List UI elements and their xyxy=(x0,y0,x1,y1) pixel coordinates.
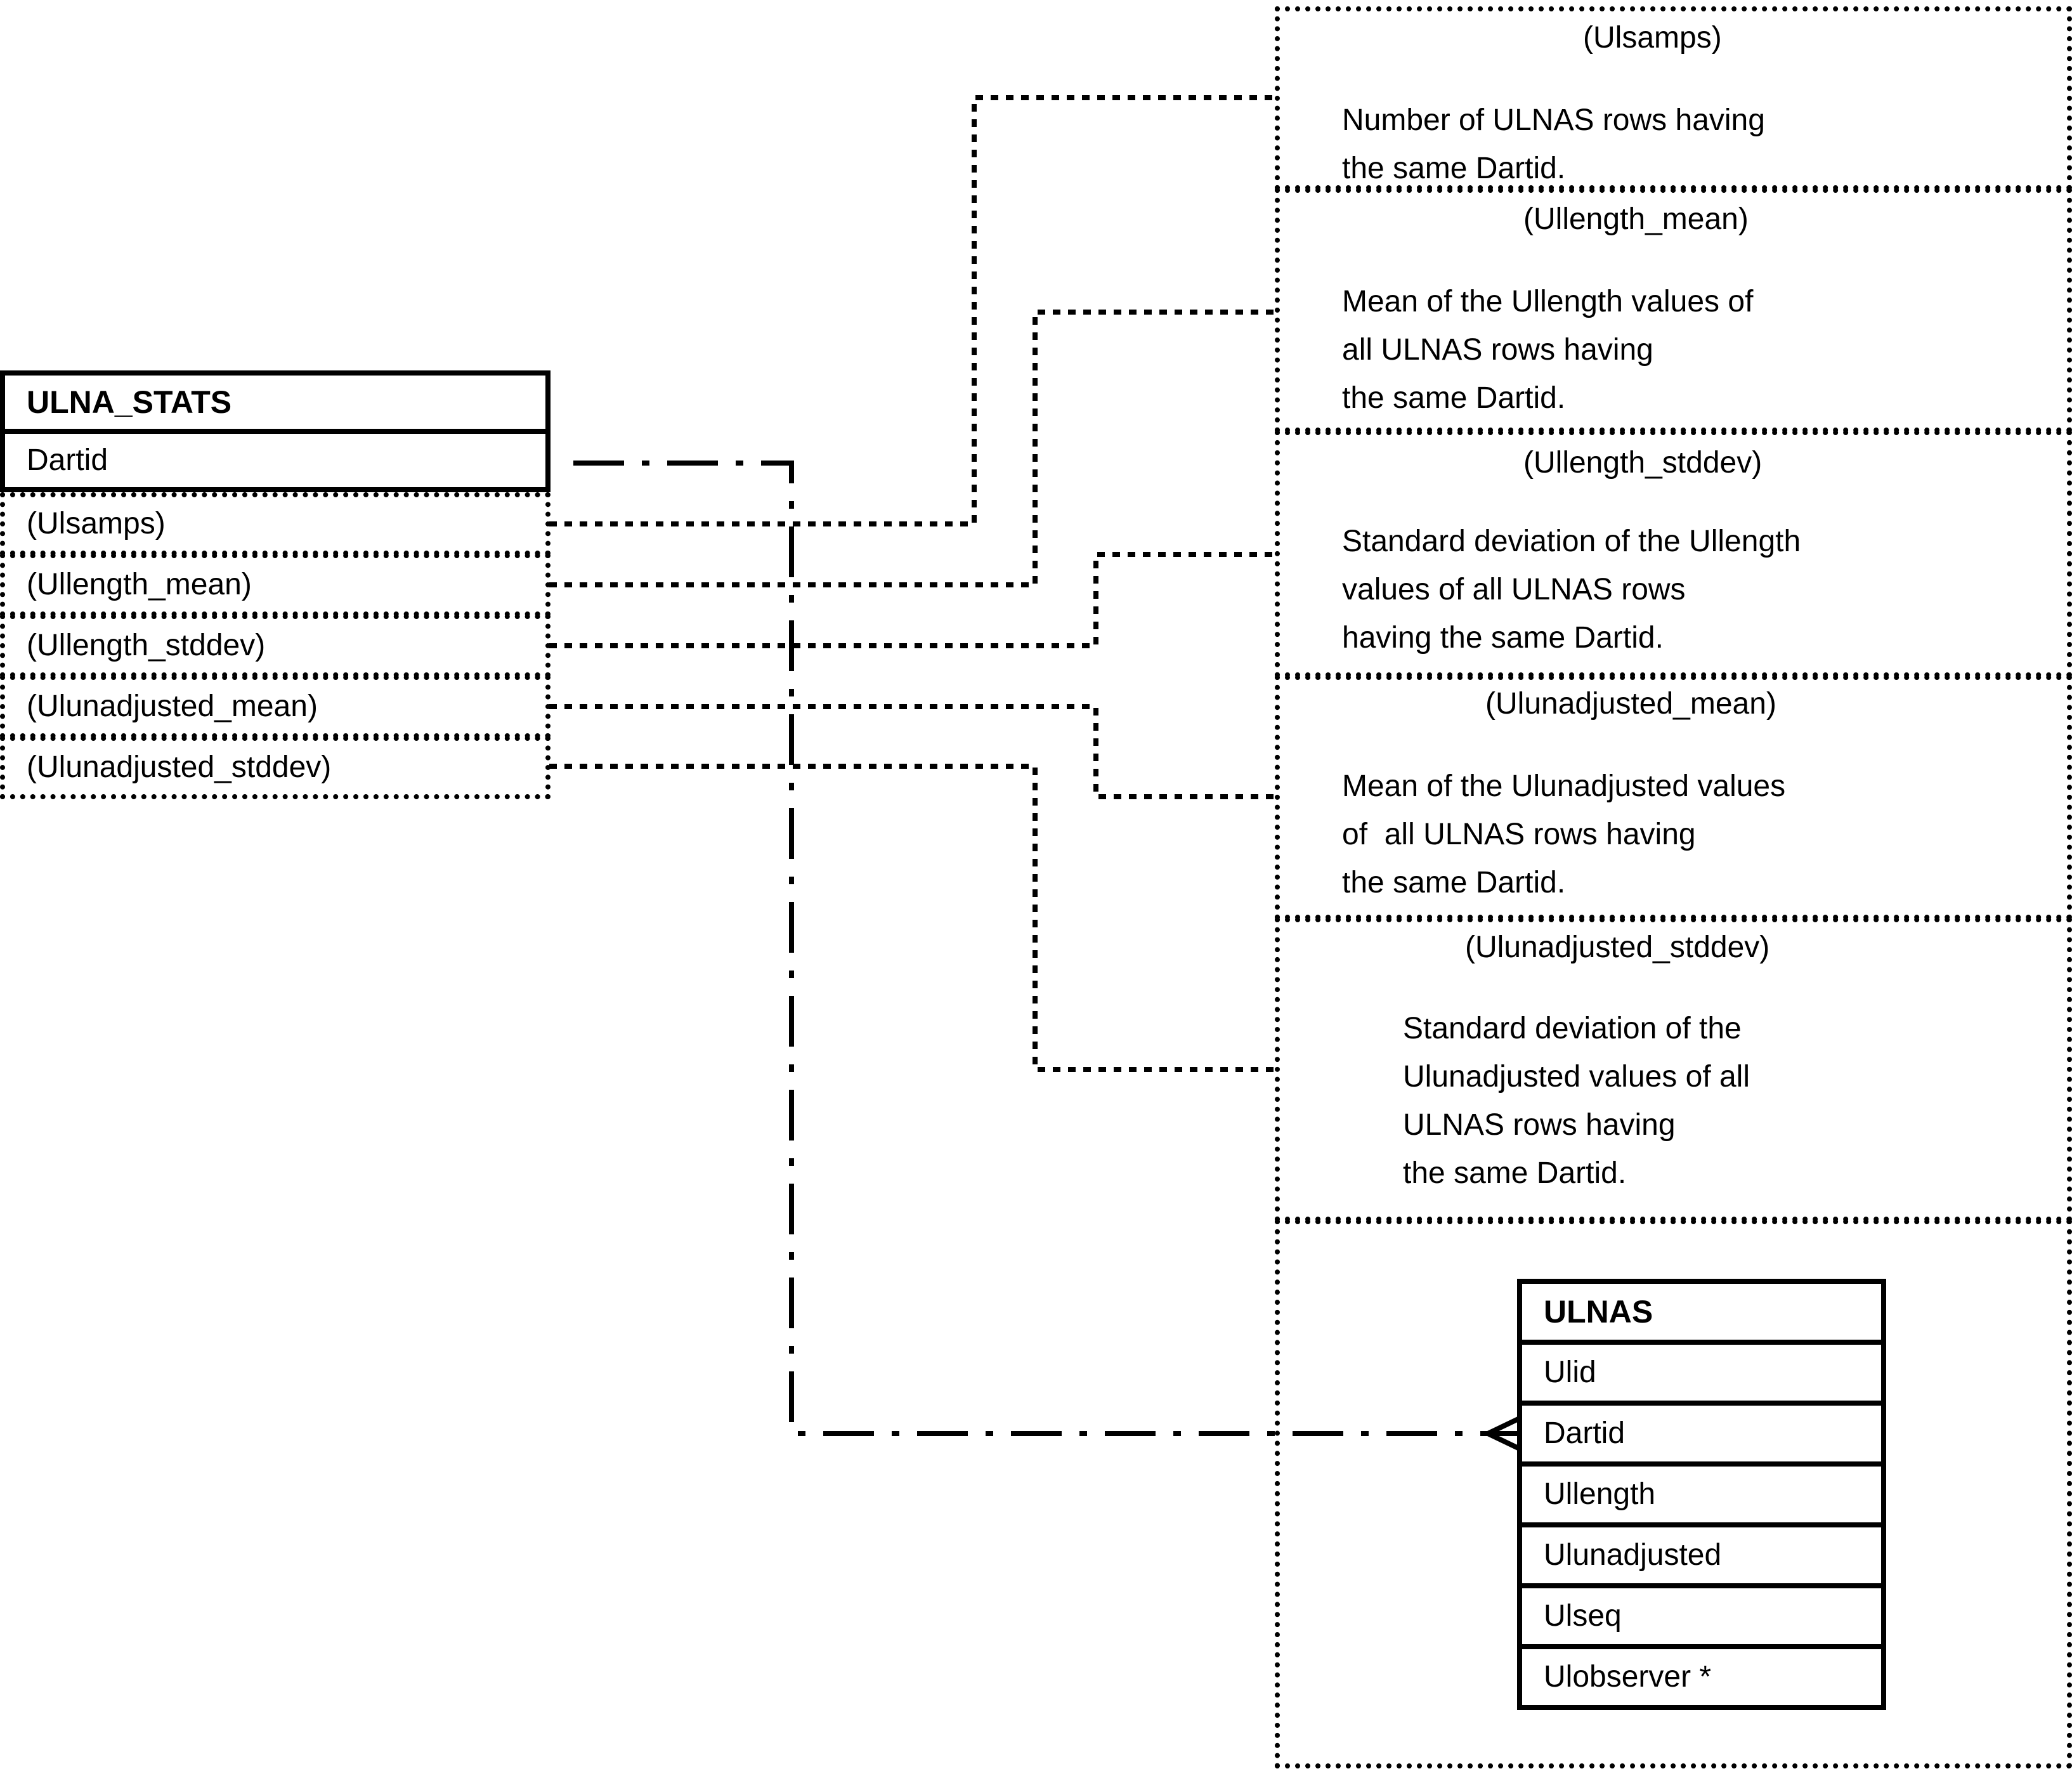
ulnas-table xyxy=(1517,1279,1886,1710)
description-text: Number of ULNAS rows having the same Dartid. xyxy=(1342,103,1765,185)
description-title: (Ulunadjusted_mean) xyxy=(1485,687,1776,721)
description-panel-ulunadjusted-mean xyxy=(1275,675,2072,920)
ulna-stats-field-ullength-stddev: (Ullength_stddev) xyxy=(0,614,551,677)
ulna-stats-table xyxy=(0,370,551,799)
description-panel-ullength-mean xyxy=(1275,188,2072,433)
description-text: Mean of the Ulunadjusted values of all ULNAS rows having the same Dartid. xyxy=(1342,769,1786,899)
ulnas-field-dartid: Dartid xyxy=(1517,1401,1886,1467)
connector-ullength-stddev xyxy=(549,554,1277,646)
connector-ulsamps xyxy=(549,98,1277,524)
description-title: (Ulsamps) xyxy=(1583,21,1722,55)
description-panel-ulsamps xyxy=(1275,6,2072,190)
description-title: (Ulunadjusted_stddev) xyxy=(1465,931,1770,964)
ulnas-field-ulid: Ulid xyxy=(1517,1340,1886,1406)
ulna-stats-field-ullength-mean: (Ullength_mean) xyxy=(0,553,551,617)
ulnas-field-ullength: Ullength xyxy=(1517,1461,1886,1527)
description-text: Mean of the Ullength values of all ULNAS rows having the same Dartid. xyxy=(1342,285,1754,415)
ulnas-title: ULNAS xyxy=(1517,1279,1886,1345)
ulna-stats-field-ulsamps: (Ulsamps) xyxy=(0,492,551,556)
connector-ulunadjusted-mean xyxy=(549,707,1277,797)
connector-ulunadjusted-stddev xyxy=(549,766,1277,1069)
ulnas-field-ulunadjusted: Ulunadjusted xyxy=(1517,1522,1886,1588)
description-title: (Ullength_mean) xyxy=(1523,202,1749,236)
description-panel-ulunadjusted-stddev xyxy=(1275,917,2072,1222)
description-panel-ullength-stddev xyxy=(1275,430,2072,677)
ulna-stats-field-ulunadjusted-stddev: (Ulunadjusted_stddev) xyxy=(0,736,551,799)
description-text: Standard deviation of the Ullength values of all ULNAS rows having the same Dartid. xyxy=(1342,525,1801,655)
ulnas-field-ulobserver: Ulobserver * xyxy=(1517,1644,1886,1710)
ulna-stats-field-ulunadjusted-mean: (Ulunadjusted_mean) xyxy=(0,675,551,738)
ulna-stats-key-dartid: Dartid xyxy=(0,429,551,492)
description-text: Standard deviation of the Ulunadjusted values of all ULNAS rows having the same Dartid. xyxy=(1403,1012,1750,1190)
ulna-stats-title: ULNA_STATS xyxy=(0,370,551,434)
connector-ullength-mean xyxy=(549,312,1277,585)
description-title: (Ullength_stddev) xyxy=(1523,446,1763,480)
ulnas-field-ulseq: Ulseq xyxy=(1517,1583,1886,1649)
